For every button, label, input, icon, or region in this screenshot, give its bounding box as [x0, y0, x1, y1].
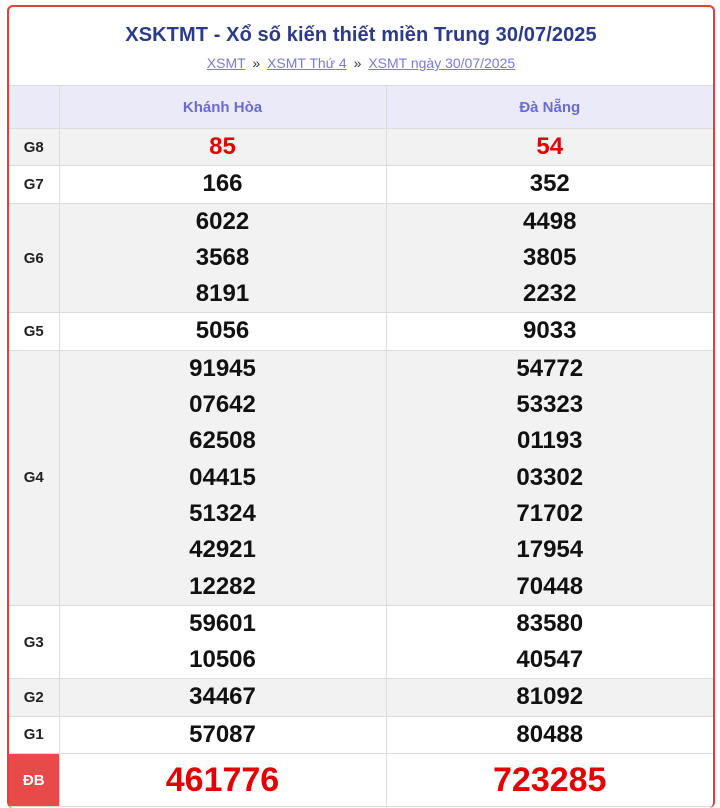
prize-number: 57087	[189, 720, 256, 748]
prize-number: 53323	[516, 391, 584, 419]
prize-cell-da-nang	[386, 166, 713, 203]
prize-number: 91945	[189, 354, 256, 382]
prize-number: 04415	[189, 463, 256, 491]
prize-number: 9033	[523, 317, 577, 345]
prize-number: 4498	[523, 207, 577, 235]
prize-number: 83580	[516, 609, 584, 637]
prize-number: 461776	[165, 761, 280, 800]
prize-number: 6022	[195, 207, 250, 235]
results-header	[9, 7, 713, 86]
prize-row-g1	[9, 716, 713, 753]
prize-cell-da-nang	[386, 679, 713, 716]
prize-label: G1	[9, 716, 59, 753]
prize-row-g4	[9, 350, 713, 605]
prize-cell-da-nang	[386, 350, 713, 605]
results-body	[9, 129, 713, 807]
prize-number: 17954	[516, 536, 584, 564]
prize-number: 8191	[195, 280, 250, 308]
prize-number: 70448	[516, 572, 584, 600]
prize-cell-da-nang	[386, 313, 713, 350]
breadcrumb-link-xsmt-thu-4[interactable]: XSMT Thứ 4	[267, 55, 347, 71]
prize-number: 81092	[516, 683, 584, 711]
prize-number: 10506	[189, 646, 256, 674]
prize-number: 5056	[195, 317, 250, 345]
prize-label: G4	[9, 350, 59, 605]
prize-row-g2	[9, 679, 713, 716]
prize-cell-khanh-hoa	[59, 203, 386, 313]
prize-number: 85	[209, 133, 236, 160]
prize-cell-da-nang	[386, 203, 713, 313]
prize-cell-khanh-hoa	[59, 350, 386, 605]
prize-cell-da-nang	[386, 716, 713, 753]
prize-label: G8	[9, 129, 59, 166]
prize-number: 07642	[189, 391, 256, 419]
prize-row-g7	[9, 166, 713, 203]
prize-number: 03302	[516, 463, 584, 491]
column-header-khanh-hoa: Khánh Hòa	[59, 86, 386, 129]
prize-cell-da-nang	[386, 129, 713, 166]
prize-label: G3	[9, 605, 59, 679]
prize-number: 2232	[523, 280, 577, 308]
prize-number: 42921	[189, 536, 256, 564]
prize-cell-khanh-hoa	[59, 605, 386, 679]
prize-number: 54772	[516, 354, 584, 382]
prize-cell-da-nang	[386, 605, 713, 679]
prize-row-g8	[9, 129, 713, 166]
prize-label: G6	[9, 203, 59, 313]
column-header-da-nang: Đà Nẵng	[386, 86, 713, 129]
prize-number: 3568	[195, 243, 250, 271]
prize-label: G2	[9, 679, 59, 716]
breadcrumb	[9, 55, 713, 71]
prize-cell-khanh-hoa	[59, 129, 386, 166]
prize-number: 723285	[493, 761, 607, 800]
prize-number: 01193	[517, 427, 583, 455]
prize-cell-khanh-hoa	[59, 716, 386, 753]
prize-label: ĐB	[9, 754, 59, 807]
prize-number: 59601	[189, 609, 256, 637]
prize-label: G5	[9, 313, 59, 350]
page-title: XSKTMT - Xổ số kiến thiết miền Trung 30/07/2025	[125, 24, 597, 46]
prize-cell-khanh-hoa	[59, 166, 386, 203]
prize-number: 54	[536, 133, 564, 160]
prize-cell-khanh-hoa	[59, 679, 386, 716]
results-table	[9, 86, 713, 807]
prize-number: 62508	[189, 427, 256, 455]
prize-cell-da-nang	[386, 754, 713, 807]
prize-number: 166	[202, 170, 243, 198]
prize-number: 51324	[189, 499, 256, 527]
breadcrumb-separator: »	[353, 55, 362, 71]
header-corner-cell	[9, 86, 59, 129]
prize-label: G7	[9, 166, 59, 203]
prize-number: 34467	[189, 683, 256, 711]
prize-number: 3805	[523, 243, 577, 271]
prize-row-g3	[9, 605, 713, 679]
prize-row-db	[9, 754, 713, 807]
prize-row-g6	[9, 203, 713, 313]
prize-number: 12282	[189, 572, 256, 600]
prize-number: 40547	[516, 646, 584, 674]
breadcrumb-separator: »	[252, 55, 261, 71]
prize-row-g5	[9, 313, 713, 350]
prize-cell-khanh-hoa	[59, 754, 386, 807]
prize-number: 71702	[516, 499, 584, 527]
prize-number: 80488	[516, 720, 584, 748]
table-header-row	[9, 86, 713, 129]
prize-cell-khanh-hoa	[59, 313, 386, 350]
prize-number: 352	[529, 170, 570, 198]
breadcrumb-link-xsmt-date[interactable]: XSMT ngày 30/07/2025	[368, 55, 516, 71]
breadcrumb-link-xsmt[interactable]: XSMT	[206, 55, 246, 71]
results-card	[7, 5, 715, 808]
